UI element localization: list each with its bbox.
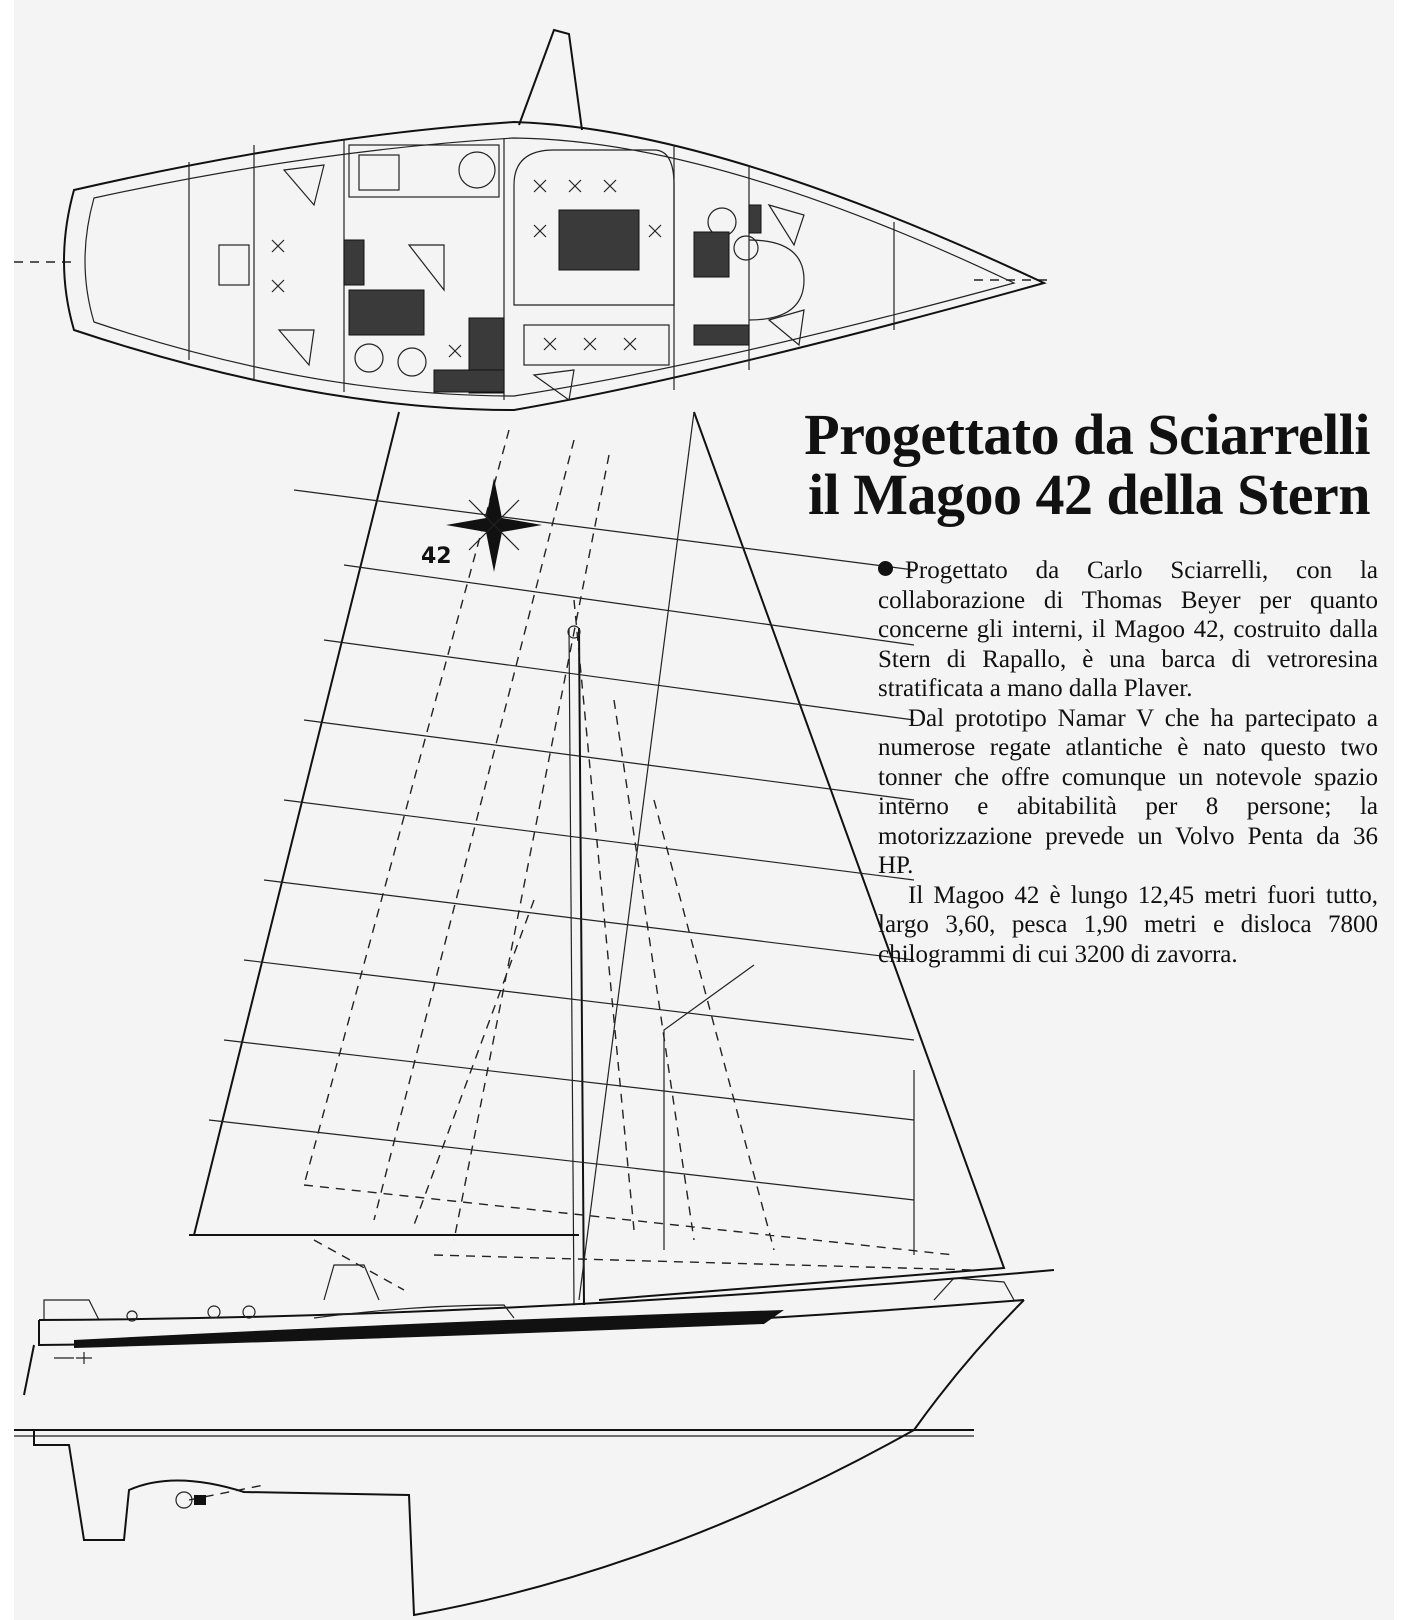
article-headline [710,402,1370,527]
headline-line-1: Progettato da Sciarrelli [804,402,1370,467]
article-paragraph-3: Il Magoo 42 è lungo 12,45 metri fuori tutto, largo 3,60, pesca 1,90 metri e disloca 7800 chilogrammi di cui 3200 di zavorra. [878,881,1378,968]
bullet-icon [878,561,893,576]
deck-plan [14,30,1054,410]
sail-number-label: 42 [421,544,452,569]
article-paragraph-1 [878,556,1378,704]
article-body [878,556,1378,969]
headline-line-2: il Magoo 42 della Stern [807,462,1370,527]
hull-profile [14,1265,1054,1615]
paragraph-text: Progettato da Carlo Sciarrelli, con la collaborazione di Thomas Beyer per quanto concerne gli interni, il Magoo 42, costruito dalla Stern di Rapallo, è una barca di vetroresina stratificata a mano dalla Plaver. [878,557,1378,702]
magazine-page [14,0,1394,1620]
article-paragraph-2: Dal prototipo Namar V che ha partecipato a numerose regate atlantiche è nato questo two tonner che offre comunque un notevole spazio interno e abitabilità per 8 persone; la motorizzazione prevede un Volvo Penta da 36 HP. [878,704,1378,879]
